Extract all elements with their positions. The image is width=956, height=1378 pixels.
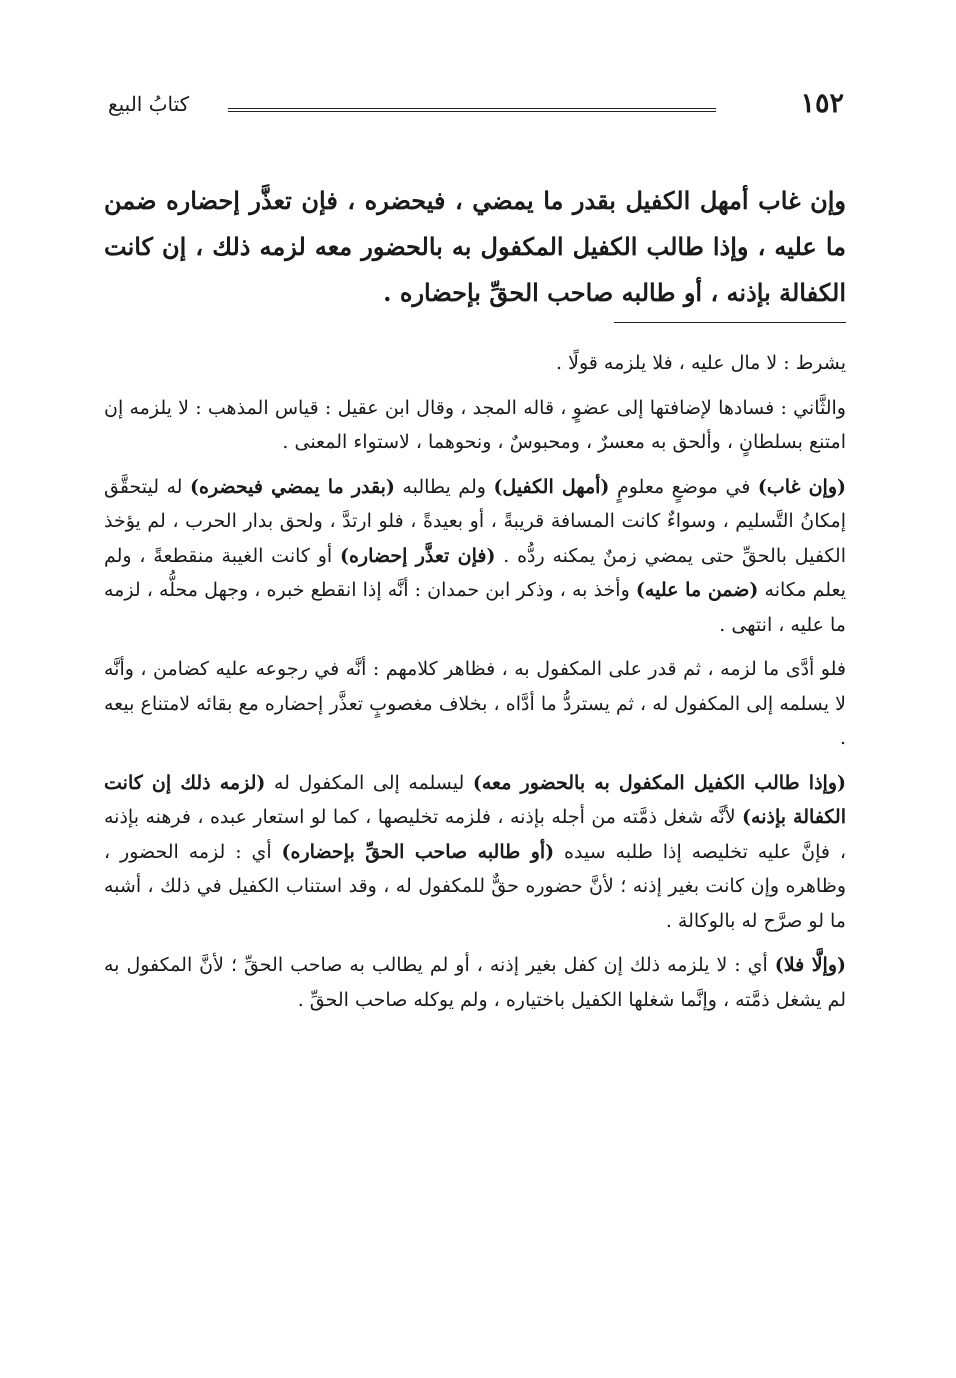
bold-quoted-phrase: (بقدر ما يمضي فيحضره) [190, 475, 395, 498]
page-header [108, 88, 844, 128]
commentary-text-run: وأخذ به ، وذكر ابن حمدان : أنَّه إذا انقطع خبره ، وجهل محلُّه ، لزمه ما عليه ، انتهى . [104, 579, 846, 636]
bold-quoted-phrase: (وإذا طالب الكفيل المكفول به بالحضور معه) [472, 771, 846, 794]
book-title: كتابُ البيع [108, 92, 190, 116]
commentary-text-run: ولم يطالبه [394, 475, 494, 498]
bold-quoted-phrase: (ضمن ما عليه) [635, 579, 759, 601]
commentary-text-run: أي : لزمه الحضور ، وظاهره وإن كانت بغير إذنه ؛ لأنَّ حضوره حقٌّ للمكفول له ، وقد استناب الكفيل في ذلك ، أشبه ما لو صرَّح له بالوكالة . [104, 840, 846, 932]
page-number: ١٥٢ [800, 88, 844, 119]
commentary-paragraph-3 [104, 470, 846, 643]
commentary-text-run: في موضعٍ معلومٍ [609, 475, 758, 498]
bold-quoted-phrase: (وإن غاب) [757, 475, 846, 498]
commentary-text-run: أي : لا يلزمه ذلك إن كفل بغير إذنه ، أو لم يطالب به صاحب الحقِّ ؛ لأنَّ المكفول به لم يشغل ذمَّته ، وإنَّما شغلها الكفيل باختياره ، ولم يوكله صاحب الحقِّ . [104, 954, 846, 1011]
bold-quoted-phrase: (وإلَّا فلا) [774, 954, 846, 976]
commentary-paragraph-4: فلو أدَّى ما لزمه ، ثم قدر على المكفول به ، فظاهر كلامهم : أنَّه في رجوعه عليه كضامن ، وأنَّه لا يسلمه إلى المكفول له ، ثم يستردُّ ما أدَّاه ، بخلاف مغصوبٍ تعذَّر إحضاره مع بقائه لامتناع بيعه . [104, 658, 846, 749]
main-text: وإن غاب أمهل الكفيل بقدر ما يمضي ، فيحضره ، فإن تعذَّر إحضاره ضمن ما عليه ، وإذا طالب الكفيل المكفول به بالحضور معه لزمه ذلك ، إن كانت الكفالة بإذنه ، أو طالبه صاحب الحقِّ بإحضاره . [104, 186, 846, 307]
commentary-paragraph-1: يشرط : لا مال عليه ، فلا يلزمه قولًا . [556, 352, 846, 374]
commentary-text-run: لأنَّه شغل ذمَّته من أجله بإذنه ، فلزمه تخليصها ، كما لو استعار عبده ، فرهنه بإذنه ، فإنَّ عليه تخليصه إذا طلبه سيده [104, 806, 847, 863]
commentary-text-run: له ليتحقَّق إمكانُ التَّسليم ، وسواءٌ كانت المسافة قريبةً ، أو بعيدةً ، فلو ارتدَّ ، ولحق بدار الحرب ، لم يؤخذ الكفيل بالحقِّ حتى يمضي زمنٌ يمكنه ردُّه . [104, 475, 846, 567]
bold-quoted-phrase: (أو طالبه صاحب الحقِّ بإحضاره) [281, 840, 555, 863]
commentary-paragraph-5 [104, 766, 846, 939]
commentary-text-run: ليسلمه إلى المكفول له [265, 771, 473, 794]
matn-separator-rule [614, 322, 846, 323]
header-rule [228, 108, 716, 112]
bold-quoted-phrase: (لزمه ذلك إن كانت الكفالة بإذنه) [104, 771, 846, 828]
bold-quoted-phrase: (فإن تعذَّر إحضاره) [339, 544, 496, 567]
commentary [104, 346, 846, 1027]
commentary-paragraph-2: والثَّاني : فسادها لإضافتها إلى عضوٍ ، قاله المجد ، وقال ابن عقيل : قياس المذهب : لا يلزمه إن امتنع بسلطانٍ ، وألحق به معسرٌ ، ومحبوسٌ ، ونحوهما ، لاستواء المعنى . [104, 396, 846, 453]
commentary-paragraph-6 [104, 948, 846, 1017]
commentary-text-run: أو كانت الغيبة منقطعةً ، ولم يعلم مكانه [104, 544, 846, 601]
bold-quoted-phrase: (أمهل الكفيل) [493, 475, 610, 498]
